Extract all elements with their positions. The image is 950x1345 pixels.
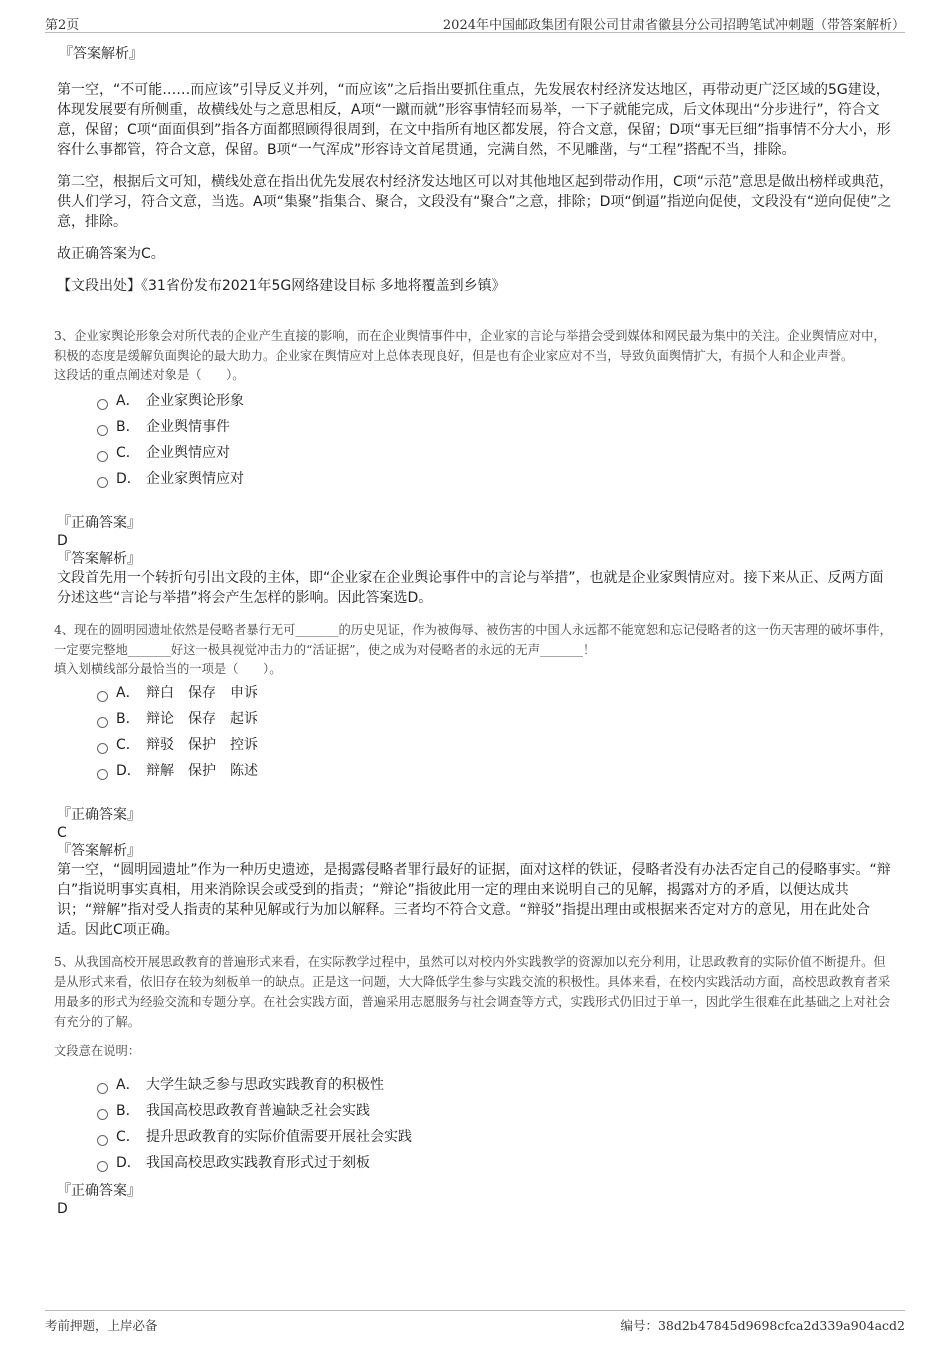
correct-answer: D bbox=[57, 1201, 68, 1217]
page-footer bbox=[45, 1310, 905, 1335]
radio-button[interactable] bbox=[97, 477, 108, 488]
question-stem: 5、从我国高校开展思政教育的普遍形式来看，在实际教学过程中，虽然可以对校内外实践教学的资源加以充分利用，让思政教育的实际价值不断提升。但是从形式来看，依旧存在较为刻板单一的缺点。正是这一问题，大大降低学生参与实践交流的积极性。具体来看，在校内实践活动方面，高校思政教育者采用最多的形式为经验交流和专题分享。在社会实践方面，普遍采用志愿服务与社会调查等方式，实践形式仍旧过于单一，因此学生很难在此基础之上对社会有充分的了解。 bbox=[54, 955, 891, 1029]
correct-answer-label: 『正确答案』 bbox=[57, 515, 141, 531]
radio-button[interactable] bbox=[97, 399, 108, 410]
radio-button[interactable] bbox=[97, 425, 108, 436]
radio-button[interactable] bbox=[97, 717, 108, 728]
option-b[interactable]: B． 企业舆情事件 bbox=[97, 414, 897, 440]
footer-slogan: 考前押题，上岸必备 bbox=[45, 1318, 158, 1333]
option-a[interactable]: A． 辩白 保存 申诉 bbox=[97, 680, 897, 706]
page-content bbox=[54, 45, 897, 1218]
option-d[interactable]: D． 我国高校思政实践教育形式过于刻板 bbox=[97, 1150, 897, 1176]
radio-button[interactable] bbox=[97, 451, 108, 462]
radio-button[interactable] bbox=[97, 1135, 108, 1146]
option-c[interactable]: C． 辩驳 保护 控诉 bbox=[97, 732, 897, 758]
radio-button[interactable] bbox=[97, 1109, 108, 1120]
radio-button[interactable] bbox=[97, 691, 108, 702]
document-title: 2024年中国邮政集团有限公司甘肃省徽县分公司招聘笔试冲刺题（带答案解析） bbox=[442, 18, 905, 33]
question-stem: 3、企业家舆论形象会对所代表的企业产生直接的影响，而在企业舆情事件中，企业家的言论与举措会受到媒体和网民最为集中的关注。企业舆情应对中，积极的态度是缓解负面舆论的最大助力。企业家在舆情应对上总体表现良好，但是也有企业家应对不当，导致负面舆情扩大，有损个人和企业声誉。 bbox=[54, 329, 886, 363]
correct-answer: C bbox=[57, 825, 67, 841]
option-list bbox=[97, 680, 897, 784]
analysis-label: 『答案解析』 bbox=[57, 551, 141, 567]
analysis-paragraph: 第二空，根据后文可知，横线处意在指出优先发展农村经济发达地区可以对其他地区起到带动作用，C项“示范”意思是做出榜样或典范，供人们学习，符合文意，当选。A项“集聚”指集合、聚合，文段没有“聚合”之意，排除；D项“倒逼”指逆向促使，文段没有“逆向促使”之意，排除。 bbox=[57, 174, 894, 230]
option-list bbox=[97, 1072, 897, 1176]
analysis-conclusion: 故正确答案为C。 bbox=[57, 246, 165, 262]
analysis-paragraph: 第一空，“不可能……而应该”引导反义并列，“而应该”之后指出要抓住重点，先发展农村经济发达地区，再带动更广泛区域的5G建设，体现发展要有所侧重，故横线处与之意思相反，A项“一蹴而就”形容事情轻而易举，一下子就能完成，后文体现出“分步进行”，符合文意，保留；C项“面面俱到”指各方面都照顾得很周到，在文中指所有地区都发展，符合文意，保留；D项“事无巨细”指事情不分大小，形容什么事都管，符合文意，保留。B项“一气浑成”形容诗文首尾贯通，完满自然，不见雕凿，与“工程”搭配不当，排除。 bbox=[57, 82, 891, 158]
radio-button[interactable] bbox=[97, 1083, 108, 1094]
option-c[interactable]: C． 提升思政教育的实际价值需要开展社会实践 bbox=[97, 1124, 897, 1150]
option-a[interactable]: A． 大学生缺乏参与思政实践教育的积极性 bbox=[97, 1072, 897, 1098]
correct-answer: D bbox=[57, 533, 68, 549]
question-stem: 4、现在的圆明园遗址依然是侵略者暴行无可_______的历史见证，作为被侮辱、被伤害的中国人永远都不能宽恕和忘记侵略者的这一伤天害理的破坏事件，一定要完整地_______好这一极具视觉冲击力的“活证据”，使之成为对侵略者的永远的无声_______！ bbox=[54, 623, 892, 657]
source-citation: 【文段出处】《31省份发布2021年5G网络建设目标 多地将覆盖到乡镇》 bbox=[57, 278, 506, 294]
option-a[interactable]: A． 企业家舆论形象 bbox=[97, 388, 897, 414]
option-d[interactable]: D． 辩解 保护 陈述 bbox=[97, 758, 897, 784]
question-prompt: 填入划横线部分最恰当的一项是（ ）。 bbox=[54, 662, 282, 676]
option-d[interactable]: D． 企业家舆情应对 bbox=[97, 466, 897, 492]
analysis-label: 『答案解析』 bbox=[59, 46, 143, 62]
question-prompt: 这段话的重点阐述对象是（ ）。 bbox=[54, 368, 245, 382]
question-prompt: 文段意在说明： bbox=[54, 1044, 141, 1058]
option-list bbox=[97, 388, 897, 492]
radio-button[interactable] bbox=[97, 1161, 108, 1172]
correct-answer-label: 『正确答案』 bbox=[57, 1183, 141, 1199]
document-id: 编号：38d2b47845d9698cfca2d339a904acd2 bbox=[620, 1318, 905, 1333]
correct-answer-label: 『正确答案』 bbox=[57, 807, 141, 823]
page-number: 第2页 bbox=[45, 18, 80, 33]
analysis-paragraph: 文段首先用一个转折句引出文段的主体，即“企业家在企业舆论事件中的言论与举措”，也就是企业家舆情应对。接下来从正、反两方面分述这些“言论与举措”将会产生怎样的影响。因此答案选D。 bbox=[57, 570, 884, 606]
option-b[interactable]: B． 我国高校思政教育普遍缺乏社会实践 bbox=[97, 1098, 897, 1124]
analysis-paragraph: 第一空，“圆明园遗址”作为一种历史遗迹，是揭露侵略者罪行最好的证据，面对这样的铁证，侵略者没有办法否定自己的侵略事实。“辩白”指说明事实真相，用来消除误会或受到的指责；“辩论”指彼此用一定的理由来说明自己的见解，揭露对方的矛盾，以便达成共识；“辩解”指对受人指责的某种见解或行为加以解释。三者均不符合文意。“辩驳”指提出理由或根据来否定对方的意见，用在此处合适。因此C项正确。 bbox=[57, 862, 891, 938]
radio-button[interactable] bbox=[97, 769, 108, 780]
page-header bbox=[45, 12, 905, 33]
analysis-label: 『答案解析』 bbox=[57, 843, 141, 859]
option-c[interactable]: C． 企业舆情应对 bbox=[97, 440, 897, 466]
option-b[interactable]: B． 辩论 保存 起诉 bbox=[97, 706, 897, 732]
radio-button[interactable] bbox=[97, 743, 108, 754]
